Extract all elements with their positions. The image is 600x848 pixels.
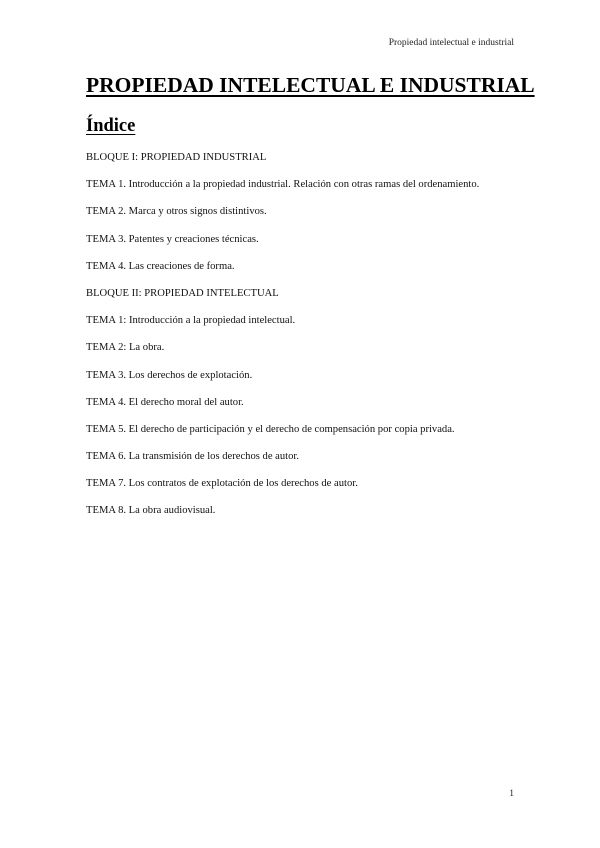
page-number: 1 bbox=[509, 789, 514, 799]
toc-entry: TEMA 1: Introducción a la propiedad intelectual. bbox=[86, 315, 296, 327]
index-heading: Índice bbox=[86, 116, 136, 136]
toc-entry: TEMA 4. Las creaciones de forma. bbox=[86, 260, 235, 272]
toc-entry: TEMA 6. La transmisión de los derechos de autor. bbox=[86, 451, 300, 463]
toc-entry: TEMA 2. Marca y otros signos distintivos. bbox=[86, 206, 267, 218]
toc-entry: TEMA 7. Los contratos de explotación de los derechos de autor. bbox=[86, 478, 358, 490]
toc-entry: TEMA 2: La obra. bbox=[86, 342, 165, 354]
toc-block-heading: BLOQUE I: PROPIEDAD INDUSTRIAL bbox=[86, 152, 267, 163]
toc-entry: TEMA 3. Los derechos de explotación. bbox=[86, 369, 253, 381]
running-header: Propiedad intelectual e industrial bbox=[388, 38, 514, 48]
toc-entry: TEMA 5. El derecho de participación y el derecho de compensación por copia privada. bbox=[86, 423, 455, 435]
toc-entry: TEMA 4. El derecho moral del autor. bbox=[86, 396, 244, 408]
toc-block-heading: BLOQUE II: PROPIEDAD INTELECTUAL bbox=[86, 287, 279, 299]
document-title: PROPIEDAD INTELECTUAL E INDUSTRIAL bbox=[86, 73, 535, 97]
table-of-contents bbox=[86, 151, 526, 532]
toc-entry: TEMA 8. La obra audiovisual. bbox=[86, 505, 216, 517]
toc-entry: TEMA 1. Introducción a la propiedad industrial. Relación con otras ramas del ordenamiento. bbox=[86, 179, 480, 191]
toc-entry: TEMA 3. Patentes y creaciones técnicas. bbox=[86, 233, 259, 245]
